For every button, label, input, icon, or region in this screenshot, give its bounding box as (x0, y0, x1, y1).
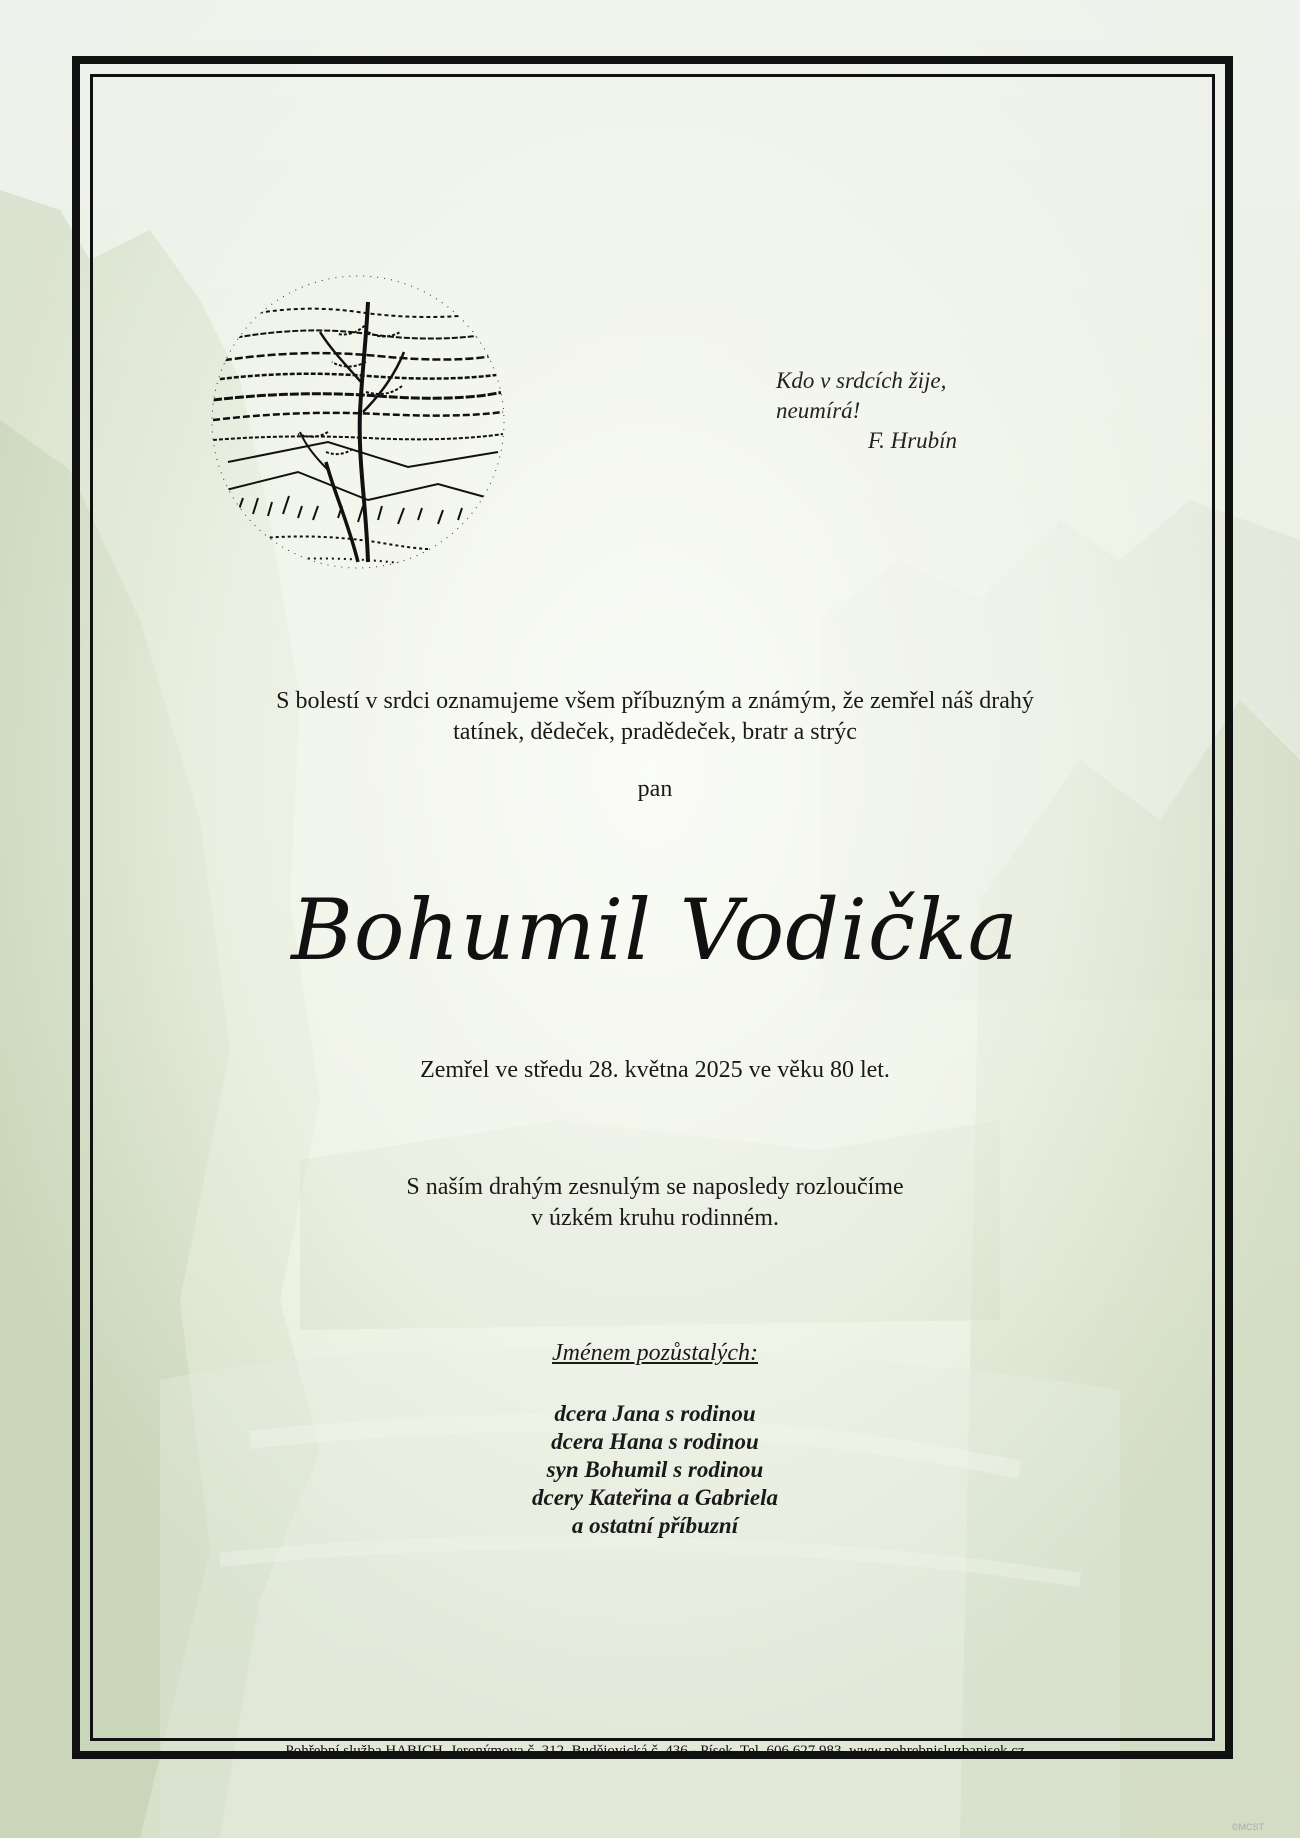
survivor-item: dcery Kateřina a Gabriela (532, 1485, 778, 1510)
survivor-item: dcera Hana s rodinou (551, 1429, 759, 1454)
announcement (110, 686, 1200, 748)
motto-author: F. Hrubín (868, 428, 958, 453)
farewell-notice (110, 1172, 1200, 1234)
funeral-service-footer: Pohřební služba HABICH, Jeronýmova č. 312, Budějovická č. 436 - Písek. Tel. 606 627 983, www.pohrebnisluzbapisek.cz (285, 1743, 1025, 1759)
survivors-list (110, 1400, 1200, 1540)
farewell-line-2: v úzkém kruhu rodinném. (531, 1205, 779, 1231)
announcement-line-2: tatínek, dědeček, pradědeček, bratr a strýc (453, 719, 857, 745)
tree-engraving (208, 262, 508, 592)
farewell-line-1: S naším drahým zesnulým se naposledy rozloučíme (406, 1174, 904, 1200)
salutation: pan (637, 776, 673, 802)
behalf-heading: Jménem pozůstalých: (552, 1340, 758, 1366)
death-notice: Zemřel ve středu 28. května 2025 ve věku 80 let. (420, 1057, 890, 1083)
watermark: ©MCST (1231, 1822, 1264, 1832)
motto-quote (776, 366, 1036, 456)
motto-line-1: Kdo v srdcích žije, (776, 368, 947, 393)
motto-line-2: neumírá! (776, 398, 861, 423)
deceased-name: Bohumil Vodička (291, 881, 1019, 979)
survivor-item: dcera Jana s rodinou (554, 1401, 756, 1426)
survivor-item: syn Bohumil s rodinou (546, 1457, 764, 1482)
announcement-line-1: S bolestí v srdci oznamujeme všem příbuzným a známým, že zemřel náš drahý (276, 688, 1034, 714)
survivor-item: a ostatní příbuzní (571, 1513, 739, 1538)
